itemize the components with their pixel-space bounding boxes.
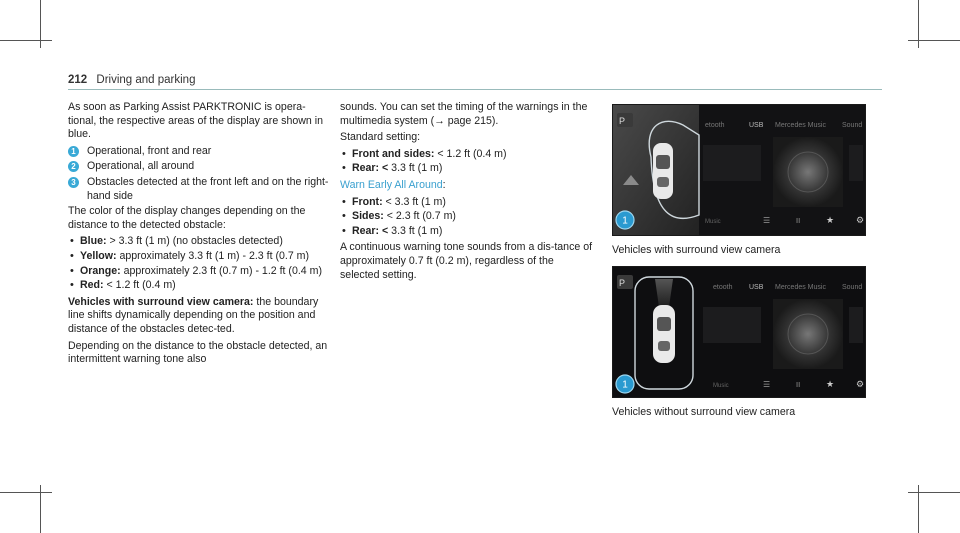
image-caption: Vehicles with surround view camera: [612, 244, 781, 256]
list-item: [68, 250, 330, 264]
pause-icon: II: [796, 381, 801, 389]
image-caption: Vehicles without surround view camera: [612, 406, 796, 418]
list-item: [68, 235, 330, 249]
list-text: > 3.3 ft (1 m) (no obstacles detected): [109, 235, 283, 248]
standard-setting-label: Standard setting:: [340, 131, 421, 144]
numbered-item-text: Operational, front and rear: [87, 144, 212, 157]
warn-early-heading: Warn Early All Around: [340, 178, 443, 191]
page-number: 212: [68, 74, 88, 86]
speaker-image: [773, 137, 843, 207]
surround-paragraph: [68, 296, 330, 337]
car-icon: [653, 305, 675, 363]
crop-mark: [908, 40, 960, 41]
crop-mark: [0, 40, 52, 41]
numbered-item: [68, 160, 330, 174]
section-title: Driving and parking: [96, 74, 196, 86]
callout-number: 1: [68, 146, 79, 157]
sounds-paragraph: sounds. You can set the timing of the warnings in the multimedia system (→ page 215).: [340, 101, 588, 127]
list-label: Front and sides:: [352, 147, 435, 160]
list-label: Rear: <: [352, 162, 389, 175]
list-label: Rear: <: [352, 224, 389, 237]
car-icon: [653, 143, 673, 199]
callout-marker-number: 1: [622, 379, 628, 391]
speaker-image: [773, 299, 843, 369]
parktronic-display-photo: [612, 104, 866, 236]
left-column: [68, 101, 330, 370]
callout-marker-number: 1: [622, 215, 628, 227]
warn-heading-line: [340, 179, 596, 193]
depending-paragraph: Depending on the distance to the obstacle detected, an intermittent warning tone also: [68, 339, 328, 366]
list-item: [340, 148, 596, 162]
numbered-item-text: Operational, all around: [87, 160, 195, 173]
bottom-label: Music: [705, 219, 721, 225]
list-icon: ☰: [763, 216, 771, 225]
color-intro: The color of the display changes depending on the distance to the detected obstacle:: [68, 205, 306, 231]
display-illustration: [613, 105, 865, 235]
parktronic-display-photo: [612, 266, 866, 398]
list-label: Sides:: [352, 210, 384, 223]
star-icon: ★: [826, 216, 835, 226]
list-text: < 1.2 ft (0.4 m): [437, 147, 507, 160]
star-icon: ★: [826, 380, 835, 390]
warn-list: [340, 196, 596, 239]
bottom-label: Music: [713, 383, 729, 389]
settings-icon: ⚙: [856, 380, 865, 390]
svg-text:P: P: [619, 116, 626, 126]
list-item: [340, 210, 596, 224]
crop-mark: [908, 492, 960, 493]
list-text: approximately 3.3 ft (1 m) - 2.3 ft (0.7 m): [119, 249, 310, 262]
list-text: 3.3 ft (1 m): [391, 224, 443, 237]
numbered-item: [68, 176, 330, 203]
list-text: < 3.3 ft (1 m): [385, 195, 446, 208]
warn-colon: :: [442, 178, 446, 191]
tab-label: Mercedes Music: [775, 284, 826, 291]
header-divider: [68, 89, 882, 90]
surround-text: the boundary line shifts dynamically depending on the position and distance of the obstacles detec-ted.: [68, 295, 319, 335]
list-label: Red:: [80, 279, 104, 292]
page-header: [68, 74, 195, 86]
list-item: [340, 162, 596, 176]
color-list: [68, 235, 330, 292]
list-item: [340, 196, 596, 210]
list-icon: ☰: [763, 380, 771, 389]
continuous-paragraph: A continuous warning tone sounds from a dis-tance of approximately 0.7 ft (0.2 m), regardless of the selected setting.: [340, 241, 593, 281]
list-text: approximately 2.3 ft (0.7 m) - 1.2 ft (0.4 m): [123, 264, 322, 277]
list-text: < 1.2 ft (0.4 m): [106, 279, 176, 292]
surround-label: Vehicles with surround view camera:: [68, 295, 254, 308]
tab-label: Sound: [842, 122, 863, 129]
crop-mark: [0, 492, 52, 493]
tab-label: etooth: [713, 284, 733, 291]
standard-list: [340, 148, 596, 176]
tab-label: Mercedes Music: [775, 122, 826, 129]
list-item: [340, 225, 596, 239]
list-label: Orange:: [80, 264, 121, 277]
tab-label: Sound: [842, 284, 863, 291]
settings-icon: ⚙: [856, 216, 865, 226]
list-label: Front:: [352, 195, 383, 208]
numbered-item: [68, 145, 330, 159]
numbered-item-text: Obstacles detected at the front left and on the right-hand side: [87, 175, 329, 202]
list-item: [68, 265, 330, 279]
display-illustration: [613, 267, 865, 397]
svg-text:P: P: [619, 278, 626, 288]
intro-paragraph: As soon as Parking Assist PARKTRONIC is opera-tional, the respective areas of the display are shown in blue.: [68, 101, 323, 141]
callout-number: 2: [68, 161, 79, 172]
list-text: 3.3 ft (1 m): [391, 162, 443, 175]
callout-number: 3: [68, 177, 79, 188]
list-label: Blue:: [80, 235, 107, 248]
tab-label: USB: [749, 284, 764, 291]
list-label: Yellow:: [80, 249, 117, 262]
pause-icon: II: [796, 217, 801, 225]
list-item: [68, 279, 330, 293]
middle-column: [340, 101, 596, 285]
tab-label: etooth: [705, 122, 725, 129]
tab-label: USB: [749, 122, 764, 129]
list-text: < 2.3 ft (0.7 m): [386, 210, 456, 223]
